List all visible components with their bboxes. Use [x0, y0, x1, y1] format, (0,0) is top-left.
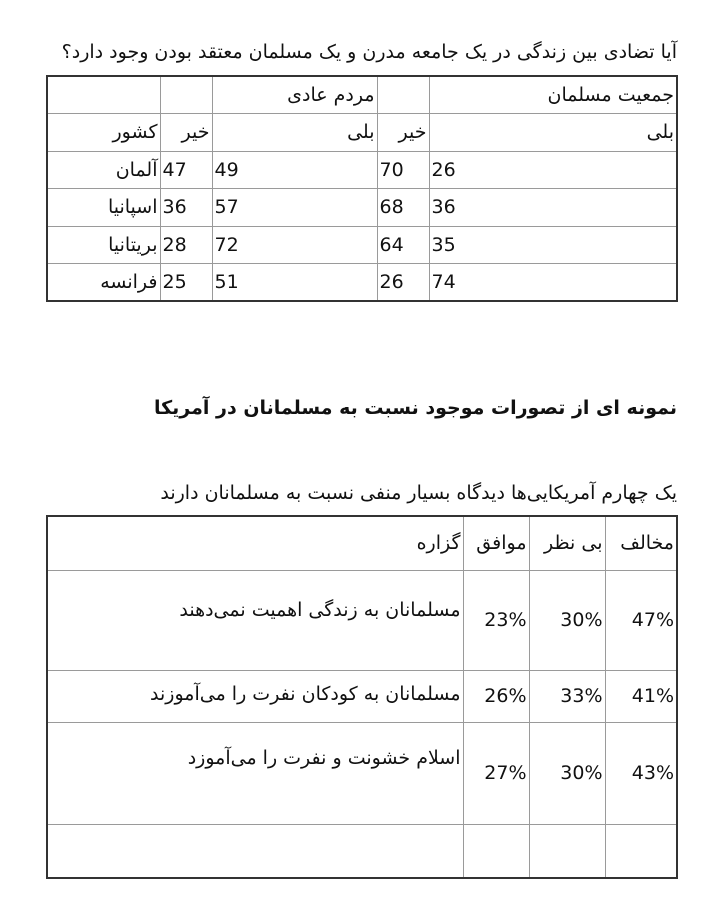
empty-cell: [377, 76, 429, 114]
general-yes-header: بلی: [212, 114, 377, 152]
group-general-header: مردم عادی: [212, 76, 377, 114]
agree-value: 26%: [463, 670, 529, 722]
statement-text: مسلمانان به زندگی اهمیت نمی‌دهند: [47, 570, 463, 670]
table-row: [47, 114, 677, 152]
statement-text: اسلام خشونت و نفرت را می‌آموزد: [47, 722, 463, 824]
agree-value: 27%: [463, 722, 529, 824]
general-yes-value: 49: [212, 151, 377, 189]
empty-cell: [529, 824, 605, 878]
empty-cell: [47, 824, 463, 878]
intro-text: یک چهارم آمریکایی‌ها دیدگاه بسیار منفی نسبت به مسلمانان دارند: [160, 482, 677, 504]
perceptions-table: [46, 515, 678, 879]
country-name: بریتانیا: [47, 226, 160, 264]
muslim-yes-value: 74: [429, 264, 677, 302]
country-header: کشور: [47, 114, 160, 152]
group-muslim-header: جمعیت مسلمان: [429, 76, 677, 114]
muslim-no-value: 68: [377, 189, 429, 227]
general-yes-value: 72: [212, 226, 377, 264]
disagree-value: 41%: [605, 670, 677, 722]
disagree-value: 43%: [605, 722, 677, 824]
general-no-value: 36: [160, 189, 212, 227]
empty-cell: [463, 824, 529, 878]
empty-cell: [47, 76, 160, 114]
general-no-value: 25: [160, 264, 212, 302]
general-yes-value: 57: [212, 189, 377, 227]
muslim-yes-value: 35: [429, 226, 677, 264]
muslim-no-value: 70: [377, 151, 429, 189]
country-name: فرانسه: [47, 264, 160, 302]
table-row: [47, 189, 677, 227]
empty-cell: [160, 76, 212, 114]
muslim-yes-value: 36: [429, 189, 677, 227]
disagree-header: مخالف: [605, 516, 677, 570]
country-name: آلمان: [47, 151, 160, 189]
no-opinion-value: 30%: [529, 722, 605, 824]
table-row-empty: [47, 824, 677, 878]
country-name: اسپانیا: [47, 189, 160, 227]
table-row: [47, 722, 677, 824]
general-no-header: خیر: [160, 114, 212, 152]
no-opinion-value: 33%: [529, 670, 605, 722]
section-title: نمونه ای از تصورات موجود نسبت به مسلمانان در آمریکا: [153, 397, 677, 419]
disagree-value: 47%: [605, 570, 677, 670]
no-opinion-value: 30%: [529, 570, 605, 670]
no-opinion-header: بی نظر: [529, 516, 605, 570]
statement-header: گزاره: [47, 516, 463, 570]
muslim-yes-value: 26: [429, 151, 677, 189]
general-no-value: 47: [160, 151, 212, 189]
general-no-value: 28: [160, 226, 212, 264]
table-row: [47, 76, 677, 114]
general-yes-value: 51: [212, 264, 377, 302]
survey-question: آیا تضادی بین زندگی در یک جامعه مدرن و یک مسلمان معتقد بودن وجود دارد؟: [61, 41, 677, 63]
muslim-no-header: خیر: [377, 114, 429, 152]
table-row: [47, 226, 677, 264]
table-row: [47, 670, 677, 722]
conflict-survey-table: [46, 75, 678, 302]
muslim-yes-header: بلی: [429, 114, 677, 152]
agree-header: موافق: [463, 516, 529, 570]
muslim-no-value: 64: [377, 226, 429, 264]
table-header-row: [47, 516, 677, 570]
table-row: [47, 151, 677, 189]
table-row: [47, 570, 677, 670]
empty-cell: [605, 824, 677, 878]
agree-value: 23%: [463, 570, 529, 670]
muslim-no-value: 26: [377, 264, 429, 302]
table-row: [47, 264, 677, 302]
statement-text: مسلمانان به کودکان نفرت را می‌آموزند: [47, 670, 463, 722]
